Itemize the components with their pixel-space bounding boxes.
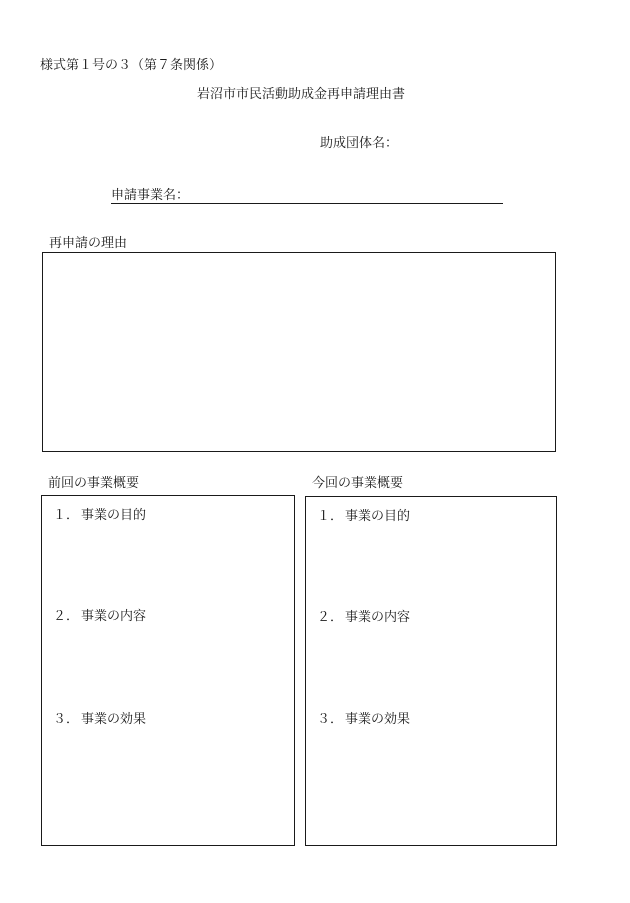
previous-summary-box[interactable] [41,495,295,846]
previous-item-purpose [53,509,146,522]
current-summary-box[interactable] [305,496,557,846]
current-item-text: 事業の目的 [345,509,411,524]
current-item-number: ３． [317,712,344,727]
reapplication-reason-label: 再申請の理由 [49,236,128,251]
current-item-text: 事業の内容 [345,610,411,625]
previous-item-content [53,610,146,623]
previous-item-text: 事業の目的 [81,508,147,523]
form-number: 様式第１号の３（第７条関係） [40,58,223,73]
current-item-content [317,611,410,624]
current-item-purpose [317,510,410,523]
previous-item-number: ２． [53,609,80,624]
current-item-number: １． [317,509,344,524]
previous-item-number: ３． [53,712,80,727]
project-name-label: 申請事業名： [111,188,190,203]
reapplication-reason-box[interactable] [42,252,556,452]
organization-name-field[interactable]: 助成団体名： [320,136,399,151]
current-item-text: 事業の効果 [345,712,411,727]
project-name-field[interactable] [111,189,503,204]
previous-item-text: 事業の内容 [81,609,147,624]
document-title: 岩沼市市民活動助成金再申請理由書 [197,87,406,102]
previous-item-effect [53,713,146,726]
previous-item-text: 事業の効果 [81,712,147,727]
current-summary-label: 今回の事業概要 [312,476,404,491]
previous-item-number: １． [53,508,80,523]
previous-summary-label: 前回の事業概要 [48,476,140,491]
current-item-effect [317,713,410,726]
current-item-number: ２． [317,610,344,625]
